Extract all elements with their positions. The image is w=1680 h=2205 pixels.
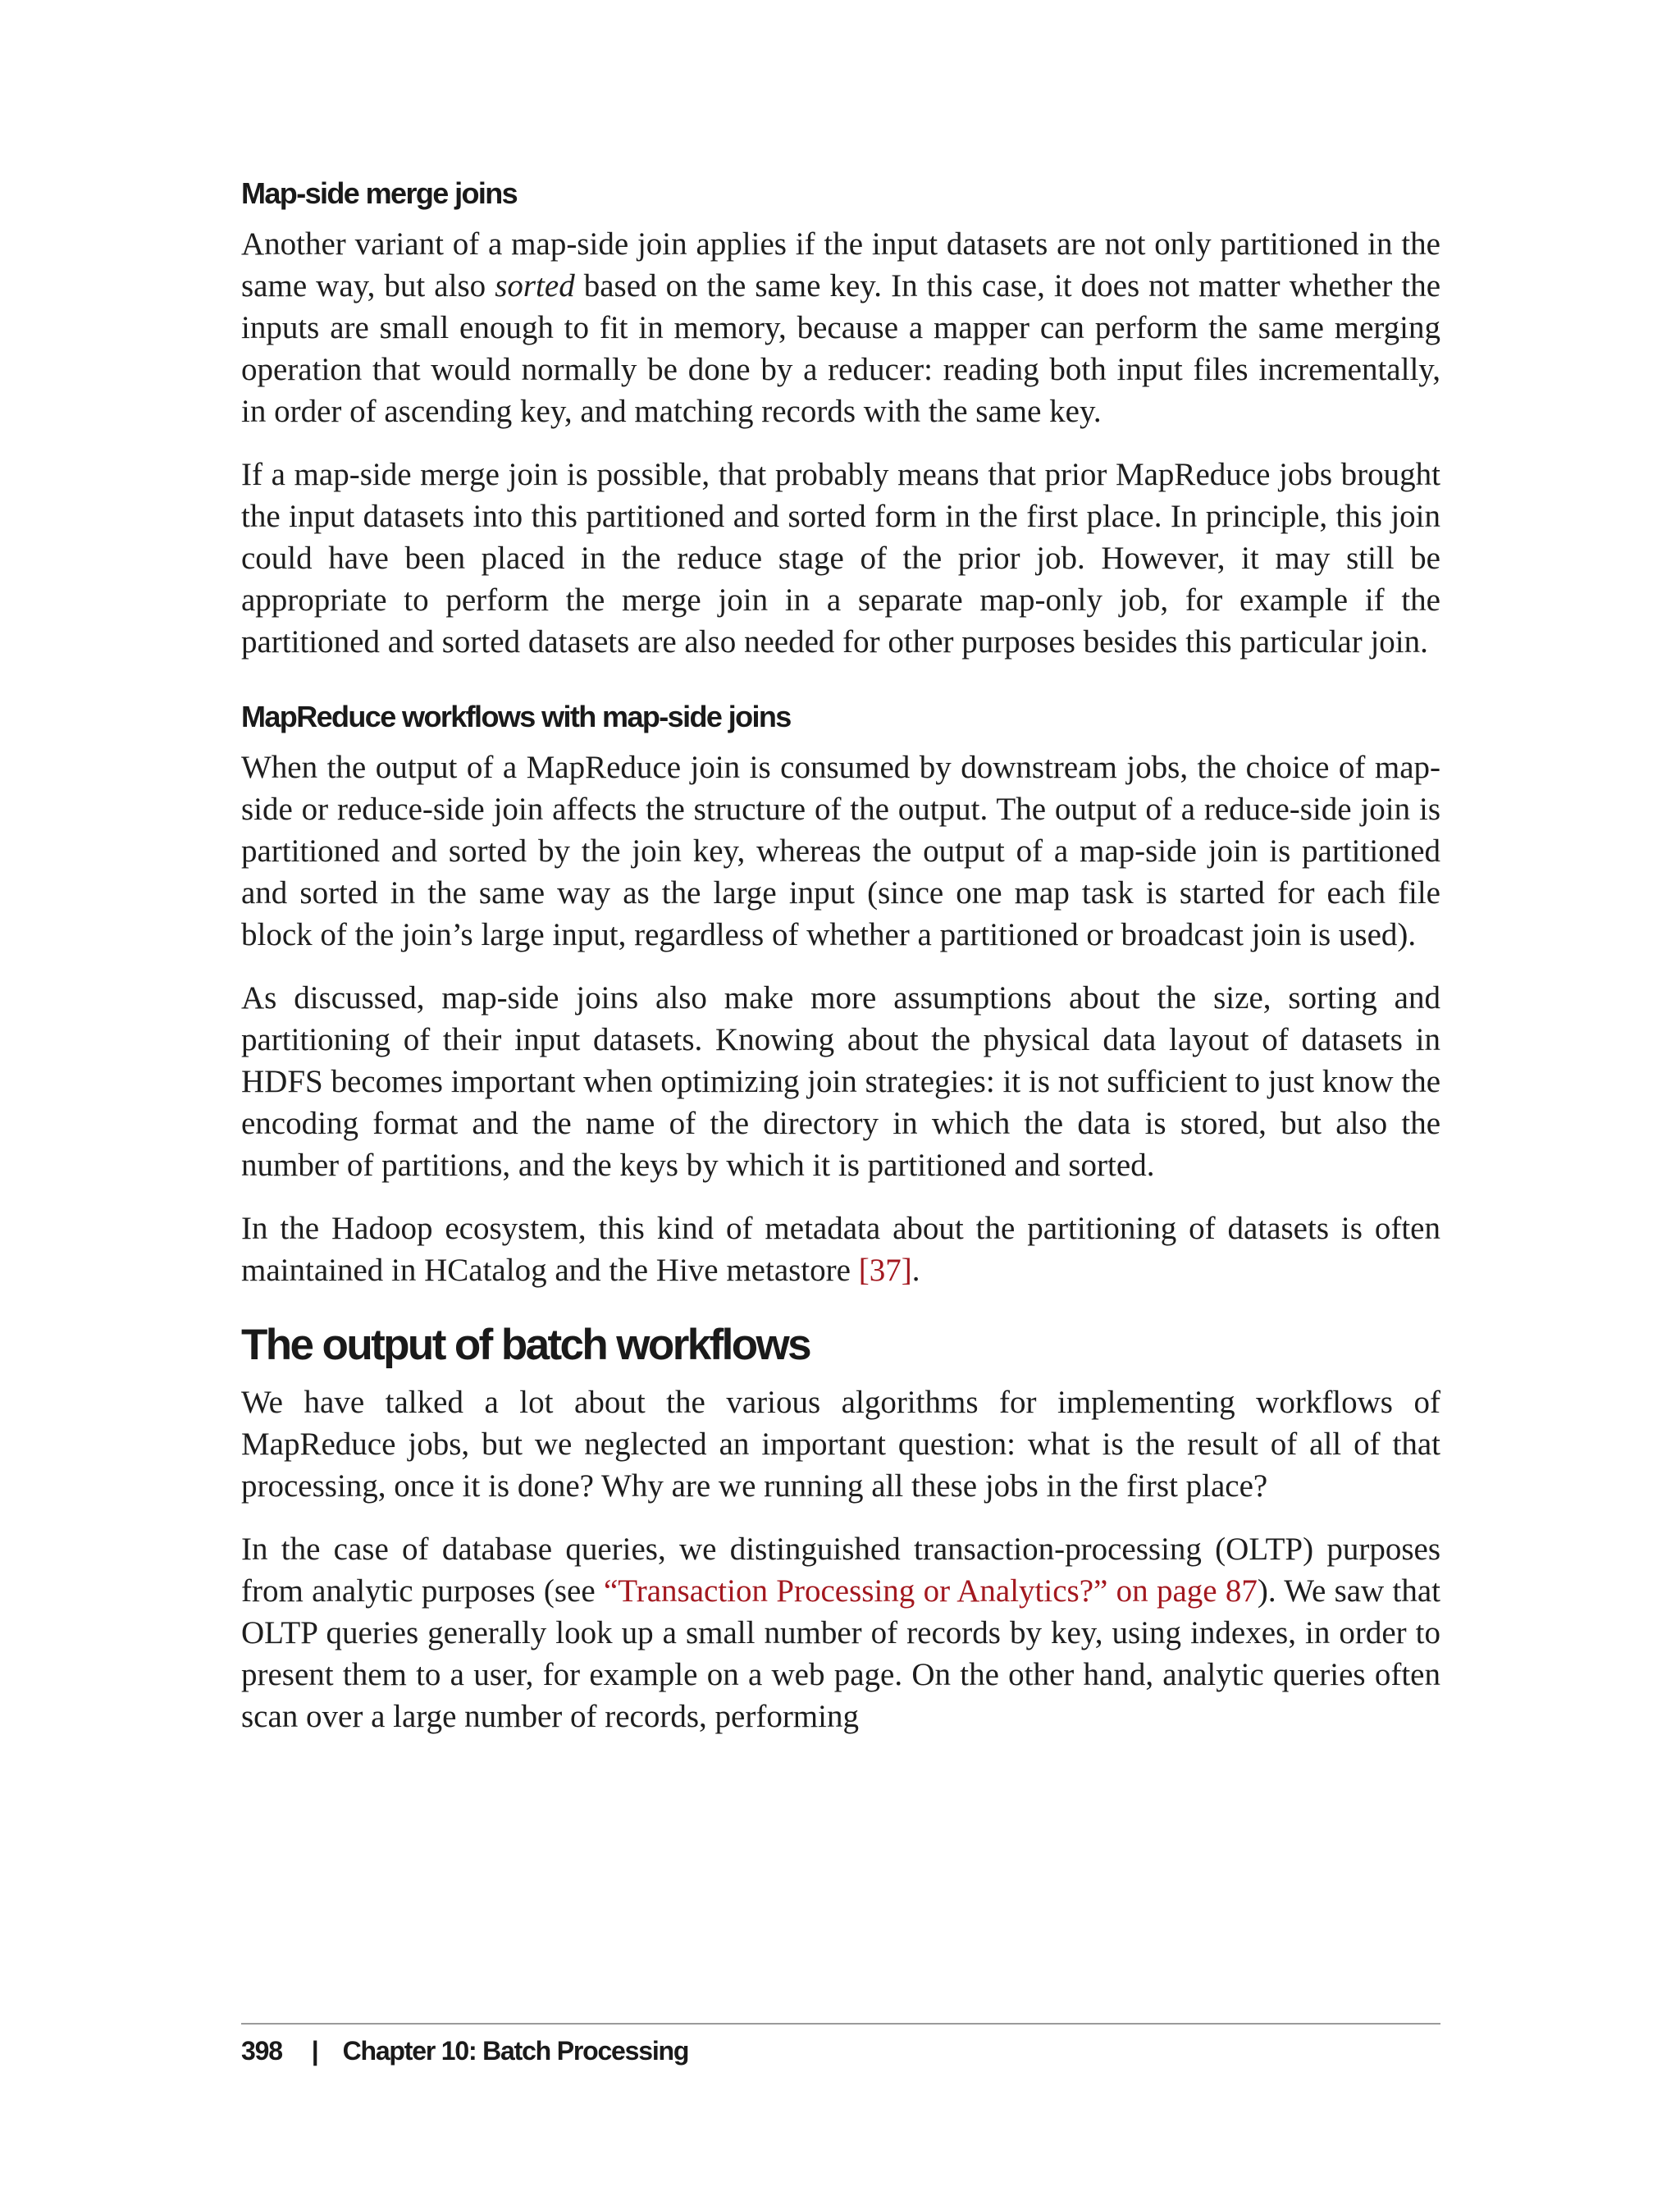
paragraph-output-oltp [241,1528,1440,1737]
page-number: 398 [241,2036,282,2066]
text-run: based on the same key. In this case, it does not matter whether the inputs are small enough to fit in memory, because a mapper can perform the same merging operation that would normally be done by a reducer: reading both input files incrementally, in order of ascending key, and matching records with the same key. [241,268,1441,429]
paragraph-workflows-assumptions: As discussed, map-side joins also make more assumptions about the size, sorting and partitioning of their input datasets. Knowing about the physical data layout of datasets in HDFS becomes important when optimizing join strategies: it is not sufficient to just know the encoding format and the name of the directory in which the data is stored, but also the number of partitions, and the keys by which it is partitioned and sorted. [241,980,1440,1183]
text-run: Another variant of a map-side join applies if the input datasets are not only partitioned in the same way, but also [241,226,1440,304]
text-run: In the Hadoop ecosystem, this kind of metadata about the partitioning of datasets is often maintained in HCatalog and the Hive metastore [241,1211,1440,1288]
paragraph-merge-joins-intro [241,223,1440,432]
text-run: . [911,1253,920,1288]
cross-reference-link[interactable]: “Transaction Processing or Analytics?” on page 87 [603,1573,1258,1609]
page-footer [241,2033,688,2069]
paragraph-workflows-output-structure: When the output of a MapReduce join is consumed by downstream jobs, the choice of map-side or reduce-side join affects the structure of the output. The output of a reduce-side join is partitioned and sorted by the join key, whereas the output of a map-side join is partitioned and sorted in the same way as the large input (since one map task is started for each file block of the join’s large input, regardless of whether a partitioned or broadcast join is used). [241,750,1440,952]
emphasis-sorted: sorted [495,268,575,304]
text-run: ). We saw that OLTP queries generally look up a small number of records by key, using indexes, in order to present them to a user, for example on a web page. On the other hand, analytic queries often scan over a large number of records, performing [241,1573,1441,1734]
page-content [241,172,1440,1759]
text-run: In the case of database queries, we distinguished transaction-processing (OLTP) purposes from analytic purposes (see [241,1532,1440,1609]
footer-divider [241,2023,1440,2025]
heading-mapreduce-workflows: MapReduce workflows with map-side joins [241,700,791,733]
paragraph-workflows-metadata [241,1208,1440,1291]
chapter-title: Chapter 10: Batch Processing [342,2036,689,2066]
heading-map-side-merge-joins: Map-side merge joins [241,176,518,210]
footer-separator: | [311,2036,318,2066]
paragraph-merge-joins-prior-jobs: If a map-side merge join is possible, that probably means that prior MapReduce jobs brought the input datasets into this partitioned and sorted form in the first place. In principle, this join could have been placed in the reduce stage of the prior job. However, it may still be appropriate to perform the merge join in a separate map-only job, for example if the partitioned and sorted datasets are also needed for other purposes besides this particular join. [241,457,1440,660]
citation-link[interactable]: [37] [858,1253,912,1288]
heading-output-of-batch-workflows: The output of batch workflows [241,1321,810,1369]
paragraph-output-question: We have talked a lot about the various algorithms for implementing workflows of MapReduce jobs, but we neglected an important question: what is the result of all of that processing, once it is done? Why are we running all these jobs in the first place? [241,1385,1440,1504]
